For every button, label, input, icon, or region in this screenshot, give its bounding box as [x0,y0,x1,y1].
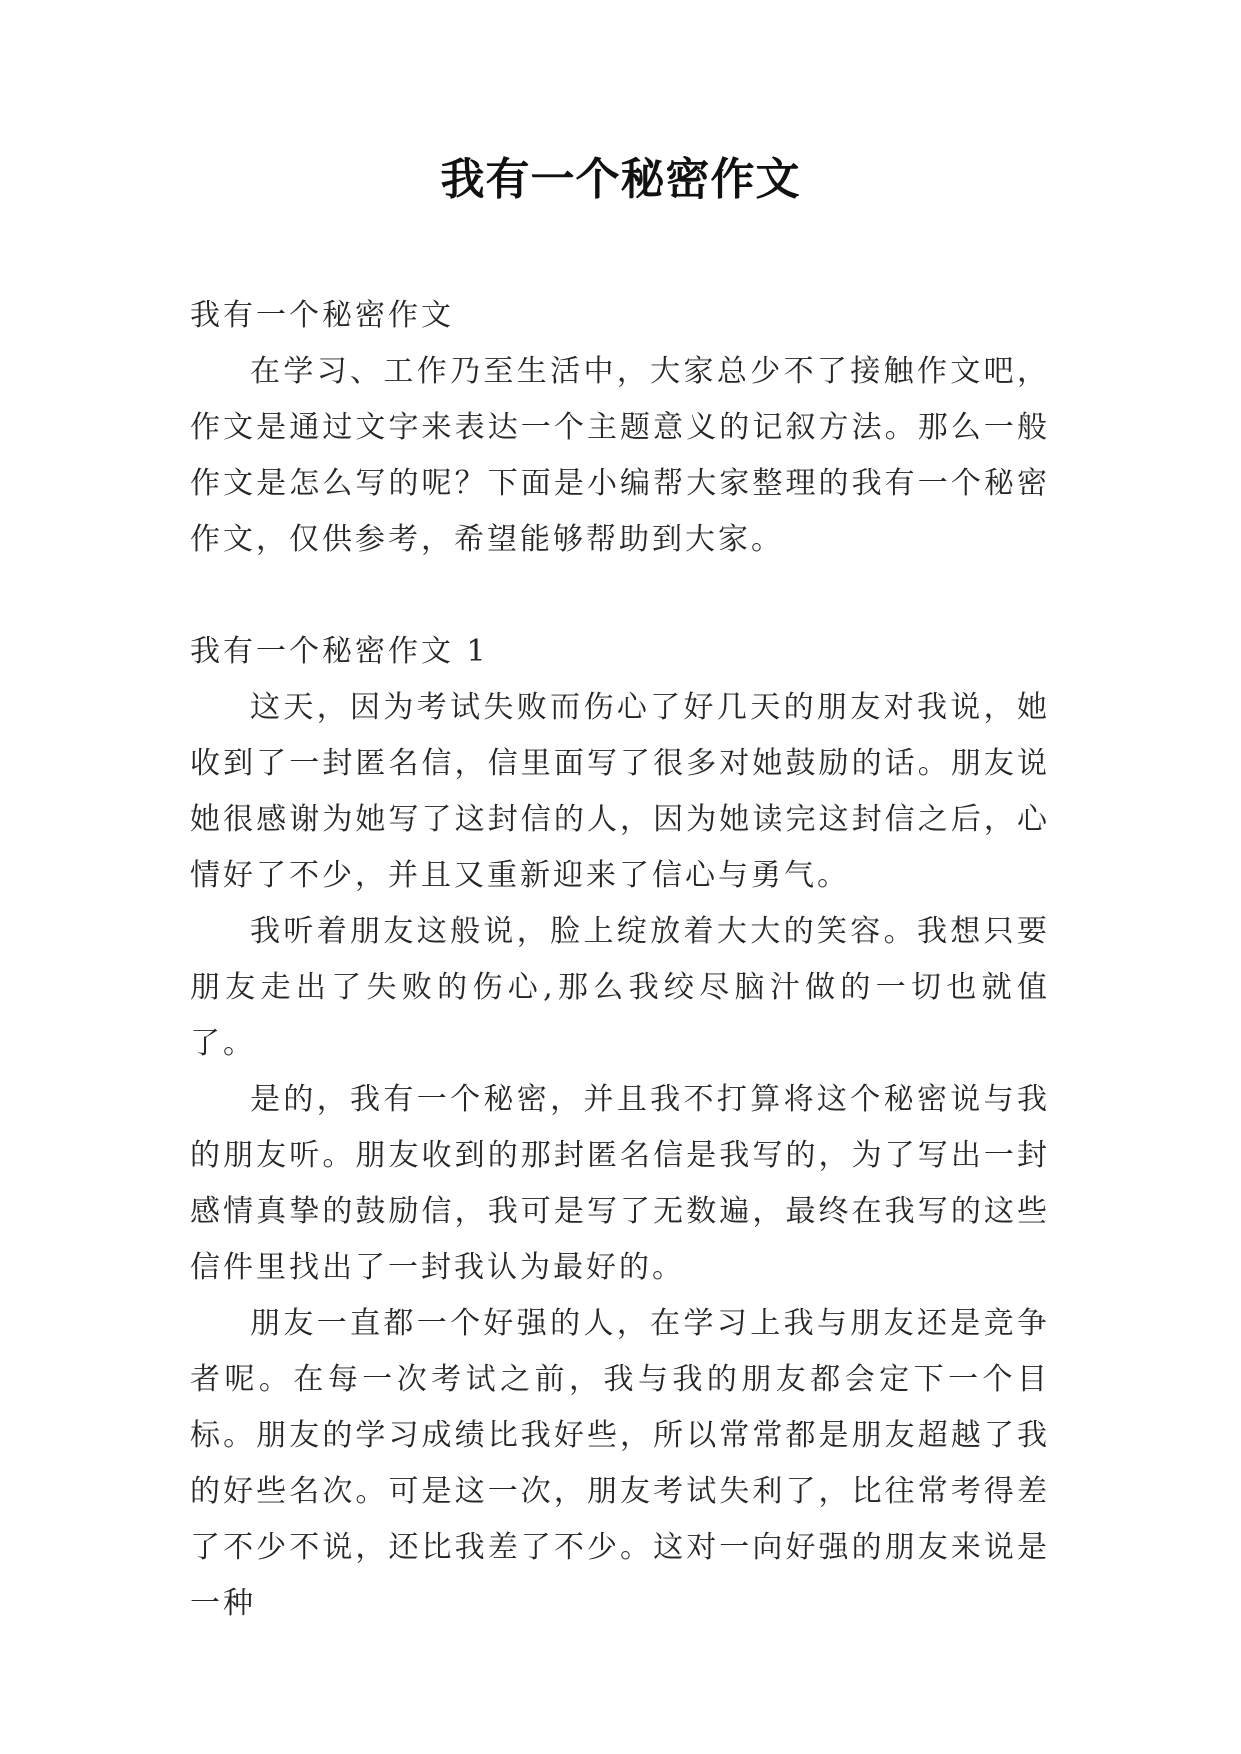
body-paragraph: 朋友一直都一个好强的人，在学习上我与朋友还是竞争者呢。在每一次考试之前，我与我的朋友都会定下一个目标。朋友的学习成绩比我好些，所以常常都是朋友超越了我的好些名次。可是这一次，朋友考试失利了，比往常考得差了不少不说，还比我差了不少。这对一向好强的朋友来说是一种 [190,1306,1050,1621]
section-spacer [190,568,1050,624]
document-body [190,288,1050,1632]
body-paragraph: 是的，我有一个秘密，并且我不打算将这个秘密说与我的朋友听。朋友收到的那封匿名信是我写的，为了写出一封感情真挚的鼓励信，我可是写了无数遍，最终在我写的这些信件里找出了一封我认为最好的。 [190,1082,1050,1285]
body-paragraph: 我听着朋友这般说，脸上绽放着大大的笑容。我想只要朋友走出了失败的伤心,那么我绞尽脑汁做的一切也就值了。 [190,914,1050,1061]
body-paragraph: 这天，因为考试失败而伤心了好几天的朋友对我说，她收到了一封匿名信，信里面写了很多对她鼓励的话。朋友说她很感谢为她写了这封信的人，因为她读完这封信之后，心情好了不少，并且又重新迎来了信心与勇气。 [190,690,1050,893]
intro-paragraph: 在学习、工作乃至生活中，大家总少不了接触作文吧，作文是通过文字来表达一个主题意义的记叙方法。那么一般作文是怎么写的呢？下面是小编帮大家整理的我有一个秘密作文，仅供参考，希望能够帮助到大家。 [190,354,1050,557]
section-heading: 我有一个秘密作文 1 [190,634,489,669]
page-title: 我有一个秘密作文 [440,154,801,205]
intro-heading: 我有一个秘密作文 [190,298,454,333]
